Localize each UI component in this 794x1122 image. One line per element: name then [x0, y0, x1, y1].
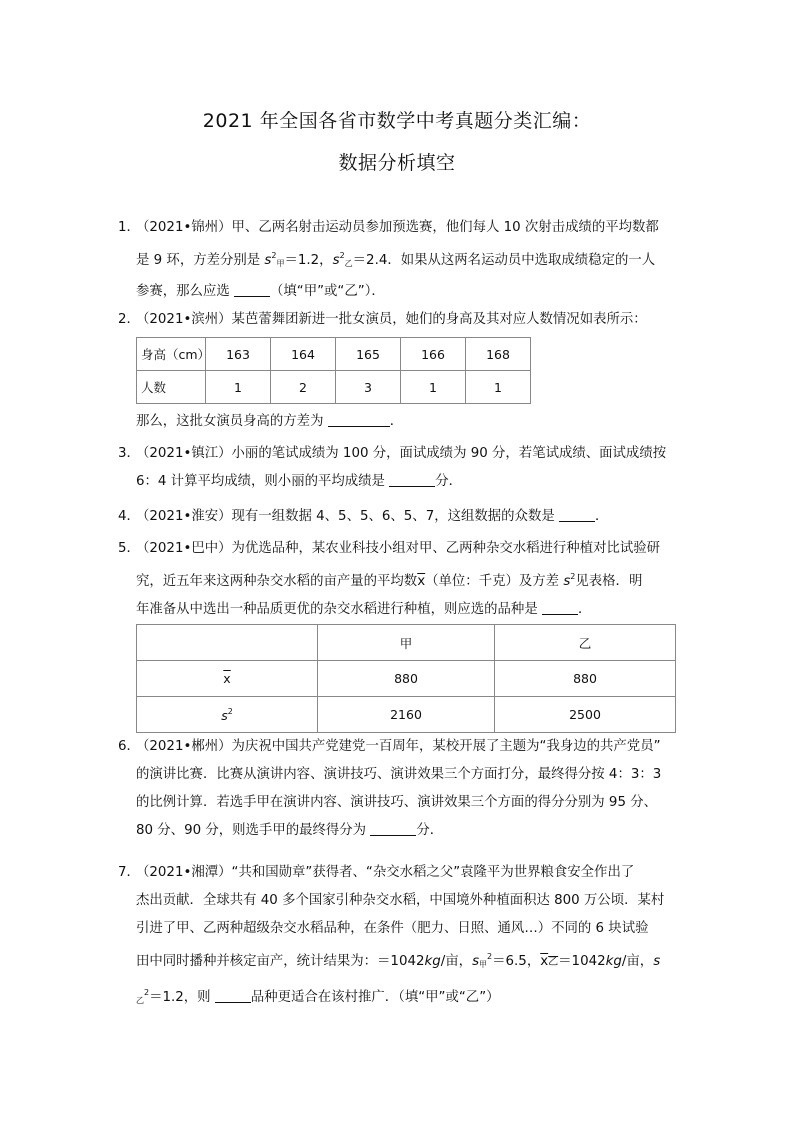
answer-blank: [389, 472, 435, 487]
question-3: 3．（2021•镇江）小丽的笔试成绩为 100 分，面试成绩为 90 分，若笔试成绩、面试成绩按 6：4 计算平均成绩，则小丽的平均成绩是 分．: [118, 440, 688, 496]
question-4: 4．（2021•淮安）现有一组数据 4、5、5、6、5、7，这组数据的众数是 ．: [118, 503, 688, 531]
answer-blank: [559, 507, 595, 522]
table-cell: 2: [271, 371, 336, 404]
question-number: 7．: [118, 865, 140, 880]
table-cell: 3: [336, 371, 401, 404]
height-table: [136, 337, 531, 404]
table-header-cell: 身高（cm）: [137, 338, 206, 371]
question-number: 6．: [118, 739, 140, 754]
question-number: 2．: [118, 312, 140, 327]
table-header-cell: 人数: [137, 371, 206, 404]
answer-blank: [234, 282, 270, 297]
question-number: 4．: [118, 509, 140, 524]
question-2-continued: 那么，这批女演员身高的方差为 ．: [136, 414, 404, 429]
mean-symbol: $\overline{x}$: [417, 574, 426, 589]
table-cell: 2500: [495, 697, 676, 733]
rice-table: [136, 624, 676, 733]
page-title: 2021 年全国各省市数学中考真题分类汇编：: [202, 110, 592, 132]
table-header-cell: $s^2$: [137, 697, 318, 733]
question-2: 2．（2021•滨州）某芭蕾舞团新进一批女演员，她们的身高及其对应人数情况如表所示：: [118, 306, 688, 334]
table-cell: 880: [318, 661, 495, 697]
answer-blank: [542, 600, 578, 615]
table-row: [137, 661, 676, 697]
table-row: [137, 697, 676, 733]
table-cell: 166: [401, 338, 466, 371]
table-header-cell: $\overline{x}$: [137, 661, 318, 697]
question-7: 7．（2021•湘潭）“共和国勋章”获得者、“杂交水稻之父”袁隆平为世界粮食安全作出了 杰出贡献．全球共有 40 多个国家引种杂交水稻，中国境外种植面积达 800 万公顷．某村 引进了甲、乙两种超级杂交水稻品种，在条件（肥力、日照、通风…）不同的 6 块试验 田中同时播种并核定亩产，统计结果为：＝1042kg/亩，$s_甲^2=6.5$，$\overline{x}$乙＝1042kg/亩，s $_乙^2$＝1.2，则 品种更适合在该村推广．（填“甲”或“乙”）: [118, 859, 688, 1015]
table-cell: 880: [495, 661, 676, 697]
table-cell: 164: [271, 338, 336, 371]
answer-blank: [215, 988, 251, 1003]
table-row: [137, 338, 531, 371]
question-number: 5．: [118, 541, 140, 556]
question-6: 6．（2021•郴州）为庆祝中国共产党建党一百周年，某校开展了主题为“我身边的共产党员” 的演讲比赛．比赛从演讲内容、演讲技巧、演讲效果三个方面打分，最终得分按 4：3：3 的比例计算．若选手甲在演讲内容、演讲技巧、演讲效果三个方面的得分分别为 95 分、 80 分、90 分，则选手甲的最终得分为 分．: [118, 733, 688, 845]
question-number: 3．: [118, 446, 140, 461]
table-row: [137, 371, 531, 404]
answer-blank: [328, 412, 390, 427]
table-cell: 1: [206, 371, 271, 404]
table-cell: [137, 625, 318, 661]
question-5: 5．（2021•巴中）为优选品种，某农业科技小组对甲、乙两种杂交水稻进行种植对比试验研 究，近五年来这两种杂交水稻的亩产量的平均数$\overline{x}$（单位：千克）及方差 $s^2$见表格．明 年准备从中选出一种品质更优的杂交水稻进行种植，则应选的品种是 ．: [118, 535, 688, 624]
table-cell: 1: [401, 371, 466, 404]
question-1: 1．（2021•锦州）甲、乙两名射击运动员参加预选赛，他们每人 10 次射击成绩的平均数都 是 9 环，方差分别是 $s^2_甲=1.2$，$s^2_乙=2.4$．如果从这两名运动员中选取成绩稳定的一人 参赛，那么应选 （填“甲”或“乙”）．: [118, 214, 688, 306]
table-cell: 168: [466, 338, 531, 371]
table-row: [137, 625, 676, 661]
question-number: 1．: [118, 220, 140, 235]
answer-blank: [370, 821, 416, 836]
table-cell: 165: [336, 338, 401, 371]
table-cell: 1: [466, 371, 531, 404]
page-subtitle: 数据分析填空: [338, 152, 456, 174]
table-header-cell: 甲: [318, 625, 495, 661]
table-cell: 163: [206, 338, 271, 371]
table-cell: 2160: [318, 697, 495, 733]
table-header-cell: 乙: [495, 625, 676, 661]
